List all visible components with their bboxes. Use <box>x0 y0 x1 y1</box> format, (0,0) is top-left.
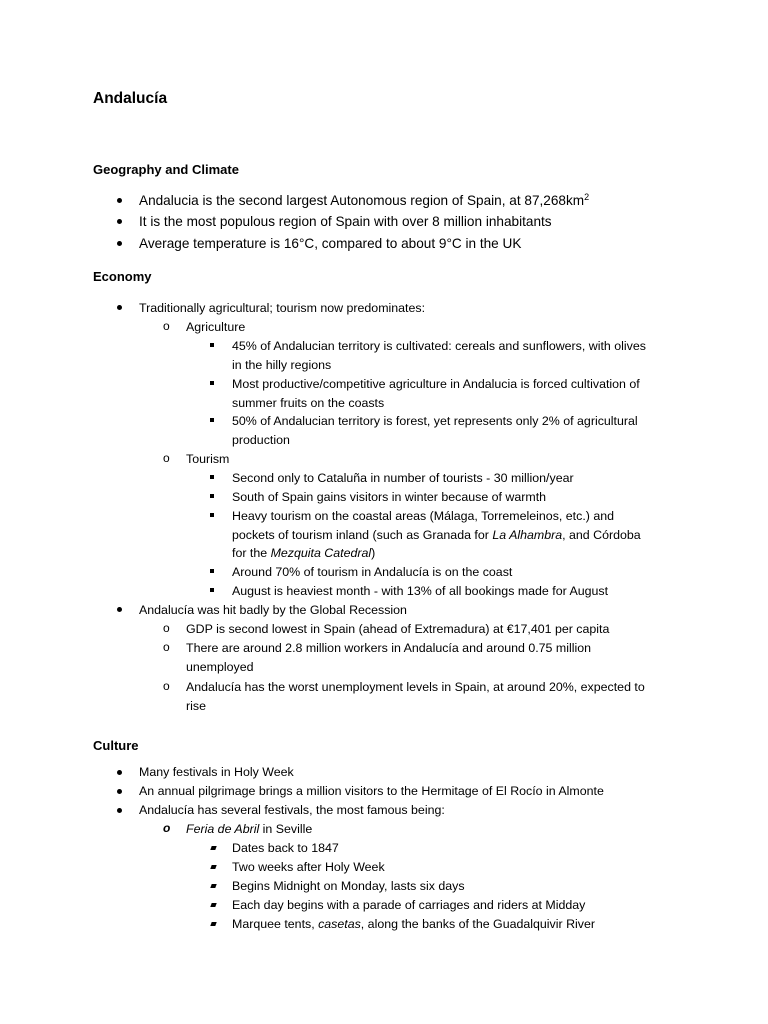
bullet-square-icon <box>210 418 214 422</box>
bullet-square-icon <box>210 569 214 573</box>
tourism-coastal-line3: for the Mezquita Catedral) <box>232 546 376 560</box>
tourism-item-august: August is heaviest month - with 13% of all bookings made for August <box>232 584 609 598</box>
bullet-circle-icon: o <box>163 640 170 654</box>
culture-item-holy-week: Many festivals in Holy Week <box>139 765 294 779</box>
culture-item-pilgrimage: An annual pilgrimage brings a million visitors to the Hermitage of El Rocío in Almonte <box>139 784 604 798</box>
bullet-square-icon <box>210 475 214 479</box>
tourism-item-1: Second only to Cataluña in number of tourists - 30 million/year <box>232 471 574 485</box>
bullet-square-icon <box>210 865 216 869</box>
feria-item-marquee: Marquee tents, casetas, along the banks of the Guadalquivir River <box>232 917 595 931</box>
bullet-circle-icon: o <box>163 621 170 635</box>
bullet-circle-icon: o <box>163 451 170 465</box>
bullet-dot-icon <box>117 219 122 224</box>
agri-item-3-line1: 50% of Andalucian territory is forest, yet represents only 2% of agricultural <box>232 414 638 428</box>
economy-intro: Traditionally agricultural; tourism now predominates: <box>139 301 426 315</box>
bullet-square-icon <box>210 903 216 907</box>
feria-item-1847: Dates back to 1847 <box>232 841 339 855</box>
tourism-coastal-line1: Heavy tourism on the coastal areas (Málaga, Torremeleinos, etc.) and <box>232 509 614 523</box>
recession-item-unemployment-line2: rise <box>186 699 206 713</box>
bullet-square-icon <box>210 588 214 592</box>
geography-heading: Geography and Climate <box>93 162 239 177</box>
bullet-square-icon <box>210 513 214 517</box>
tourism-item-2: South of Spain gains visitors in winter because of warmth <box>232 490 547 504</box>
agri-item-1-line1: 45% of Andalucian territory is cultivated: cereals and sunflowers, with olives <box>232 339 646 353</box>
recession-item-workers-line2: unemployed <box>186 660 254 674</box>
recession-item-unemployment-line1: Andalucía has the worst unemployment levels in Spain, at around 20%, expected to <box>186 680 645 694</box>
agri-item-2-line1: Most productive/competitive agriculture in Andalucia is forced cultivation of <box>232 377 640 391</box>
bullet-dot-icon <box>117 241 122 246</box>
bullet-dot-icon <box>117 808 122 813</box>
bullet-square-icon <box>210 494 214 498</box>
geo-item-population: It is the most populous region of Spain with over 8 million inhabitants <box>139 214 552 229</box>
bullet-circle-icon: o <box>163 821 171 835</box>
bullet-square-icon <box>210 884 216 888</box>
bullet-dot-icon <box>117 305 122 310</box>
feria-item-midnight: Begins Midnight on Monday, lasts six days <box>232 879 465 893</box>
bullet-dot-icon <box>117 198 122 203</box>
agriculture-label: Agriculture <box>186 320 246 334</box>
bullet-dot-icon <box>117 607 122 612</box>
agri-item-2-line2: summer fruits on the coasts <box>232 396 385 410</box>
feria-label: Feria de Abril in Seville <box>186 822 313 836</box>
bullet-dot-icon <box>117 770 122 775</box>
bullet-dot-icon <box>117 789 122 794</box>
economy-heading: Economy <box>93 269 152 284</box>
bullet-square-icon <box>210 922 216 926</box>
agri-item-1-line2: in the hilly regions <box>232 358 332 372</box>
document-title: Andalucía <box>93 90 168 107</box>
recession-text: Andalucía was hit badly by the Global Recession <box>139 603 407 617</box>
tourism-item-coast: Around 70% of tourism in Andalucía is on the coast <box>232 565 513 579</box>
bullet-circle-icon: o <box>163 319 170 333</box>
bullet-square-icon <box>210 846 216 850</box>
geo-item-area: Andalucia is the second largest Autonomous region of Spain, at $87,268km^2$ <box>139 192 590 208</box>
culture-heading: Culture <box>93 738 139 753</box>
geo-item-temperature: Average temperature is 16°C, compared to about 9°C in the UK <box>139 236 522 251</box>
recession-item-gdp: GDP is second lowest in Spain (ahead of Extremadura) at €17,401 per capita <box>186 622 610 636</box>
tourism-label: Tourism <box>186 452 230 466</box>
tourism-coastal-line2: pockets of tourism inland (such as Granada for La Alhambra, and Córdoba <box>232 528 641 542</box>
feria-item-parade: Each day begins with a parade of carriages and riders at Midday <box>232 898 586 912</box>
agri-item-3-line2: production <box>232 433 290 447</box>
recession-item-workers-line1: There are around 2.8 million workers in Andalucía and around 0.75 million <box>186 641 591 655</box>
bullet-square-icon <box>210 381 214 385</box>
feria-item-two-weeks: Two weeks after Holy Week <box>232 860 385 874</box>
bullet-square-icon <box>210 343 214 347</box>
bullet-circle-icon: o <box>163 679 170 693</box>
culture-item-festivals: Andalucía has several festivals, the most famous being: <box>139 803 445 817</box>
